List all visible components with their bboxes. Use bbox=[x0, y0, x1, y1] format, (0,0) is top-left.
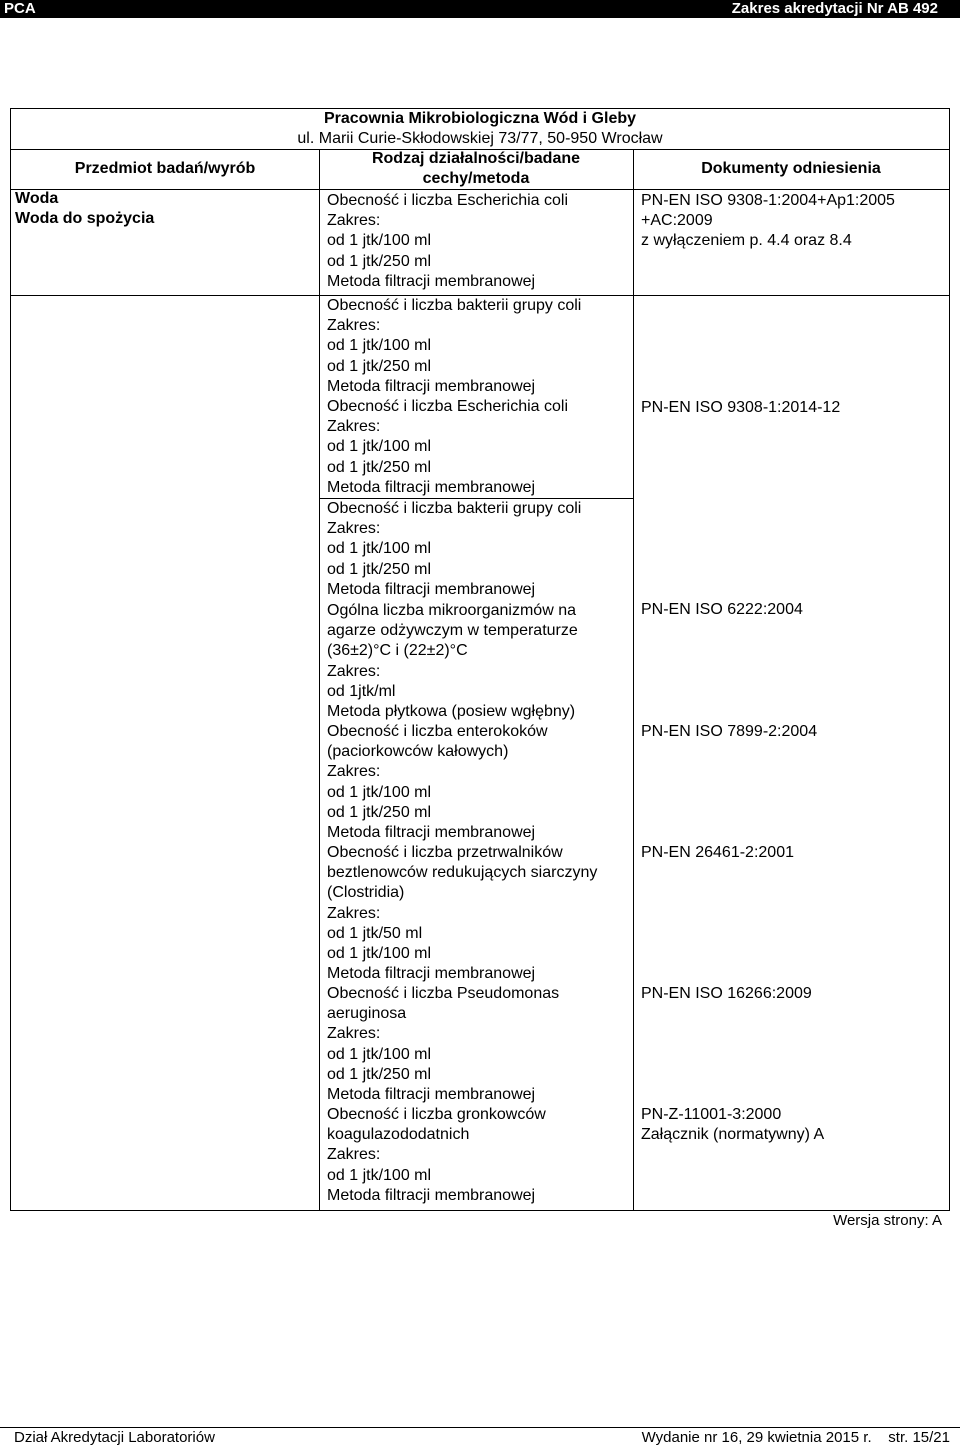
activity-line: od 1 jtk/100 ml bbox=[327, 1045, 432, 1063]
activity-line: aeruginosa bbox=[327, 1005, 407, 1023]
footer-department: Dział Akredytacji Laboratoriów bbox=[14, 1429, 215, 1446]
reference-line: PN-EN ISO 9308-1:2004+Ap1:2005 bbox=[641, 192, 895, 209]
lab-name: Pracownia Mikrobiologiczna Wód i Gleby bbox=[323, 110, 637, 127]
column-header-documents: Dokumenty odniesienia bbox=[701, 160, 881, 177]
top-bar-scope: Zakres akredytacji Nr AB 492 bbox=[731, 0, 938, 17]
reference-line: PN-EN 26461-2:2001 bbox=[641, 844, 794, 861]
activity-line: Zakres: bbox=[327, 1146, 381, 1164]
activity-line: Obecność i liczba gronkowców bbox=[327, 1106, 546, 1123]
activity-line: Zakres: bbox=[327, 212, 381, 230]
accreditation-table bbox=[10, 108, 950, 1211]
reference-document bbox=[641, 722, 941, 742]
reference-line: PN-EN ISO 6222:2004 bbox=[641, 601, 803, 618]
activity-line: od 1jtk/ml bbox=[327, 682, 396, 700]
activity-line: Metoda filtracji membranowej bbox=[327, 272, 536, 290]
activity-line: Zakres: bbox=[327, 662, 381, 680]
activity-line: od 1 jtk/250 ml bbox=[327, 560, 432, 578]
activity-line: od 1 jtk/100 ml bbox=[327, 540, 432, 558]
reference-line: PN-EN ISO 9308-1:2014-12 bbox=[641, 399, 841, 416]
activity-line: Metoda filtracji membranowej bbox=[327, 478, 536, 496]
reference-line: PN-Z-11001-3:2000 bbox=[641, 1106, 782, 1123]
activity-line: od 1 jtk/250 ml bbox=[327, 803, 432, 821]
activity-line: Zakres: bbox=[327, 520, 381, 538]
reference-line: z wyłączeniem p. 4.4 oraz 8.4 bbox=[641, 232, 852, 250]
activity-line: od 1 jtk/250 ml bbox=[327, 458, 432, 476]
activity-line: koagulazododatnich bbox=[327, 1126, 470, 1144]
activity-row bbox=[327, 722, 632, 843]
activity-line: od 1 jtk/100 ml bbox=[327, 337, 432, 355]
activity-line: Obecność i liczba Escherichia coli bbox=[327, 192, 568, 209]
reference-document bbox=[641, 984, 941, 1004]
activity-line: od 1 jtk/100 ml bbox=[327, 232, 432, 250]
reference-document bbox=[641, 191, 941, 252]
activity-line: Obecność i liczba bakterii grupy coli bbox=[327, 297, 582, 314]
activity-line: Zakres: bbox=[327, 317, 381, 335]
tested-object bbox=[15, 189, 154, 229]
activity-line: (Clostridia) bbox=[327, 884, 405, 902]
activity-line: Zakres: bbox=[327, 418, 381, 436]
activity-line: Obecność i liczba Escherichia coli bbox=[327, 398, 568, 415]
activity-line: od 1 jtk/100 ml bbox=[327, 783, 432, 801]
activity-line: od 1 jtk/250 ml bbox=[327, 1065, 432, 1083]
top-bar-org: PCA bbox=[4, 0, 36, 17]
activity-row bbox=[327, 601, 632, 722]
column-header-subject: Przedmiot badań/wyrób bbox=[74, 160, 256, 177]
activity-line: od 1 jtk/100 ml bbox=[327, 438, 432, 456]
activity-line: od 1 jtk/250 ml bbox=[327, 357, 432, 375]
reference-document bbox=[641, 1105, 941, 1145]
activity-line: Metoda filtracji membranowej bbox=[327, 1086, 536, 1104]
activity-line: Obecność i liczba przetrwalników bbox=[327, 844, 563, 861]
activity-line: Zakres: bbox=[327, 763, 381, 781]
activity-line: od 1 jtk/100 ml bbox=[327, 1166, 432, 1184]
activity-line: od 1 jtk/250 ml bbox=[327, 252, 432, 270]
object-sub: Woda do spożycia bbox=[15, 210, 155, 227]
activity-line: Metoda filtracji membranowej bbox=[327, 1186, 536, 1204]
activity-line: Metoda filtracji membranowej bbox=[327, 580, 536, 598]
top-bar bbox=[0, 0, 960, 18]
divider bbox=[319, 149, 320, 1211]
activity-line: (paciorkowców kałowych) bbox=[327, 743, 509, 761]
activity-line: beztlenowców redukujących siarczyny bbox=[327, 864, 598, 882]
activity-line: Zakres: bbox=[327, 904, 381, 922]
reference-document bbox=[641, 398, 941, 418]
activity-line: Metoda filtracji membranowej bbox=[327, 965, 536, 983]
reference-line: +AC:2009 bbox=[641, 212, 713, 230]
activity-line: (36±2)°C i (22±2)°C bbox=[327, 642, 468, 660]
reference-document bbox=[641, 843, 941, 863]
activity-row bbox=[327, 843, 632, 984]
reference-line: PN-EN ISO 7899-2:2004 bbox=[641, 723, 818, 740]
divider bbox=[633, 149, 634, 1211]
activity-line: Obecność i liczba Pseudomonas bbox=[327, 985, 560, 1002]
activity-line: agarze odżywczym w temperaturze bbox=[327, 622, 578, 640]
column-header-activity: Rodzaj działalności/badane cechy/metoda bbox=[371, 150, 581, 187]
activity-row bbox=[327, 397, 632, 498]
activity-row bbox=[327, 1105, 632, 1206]
activity-line: Obecność i liczba bakterii grupy coli bbox=[327, 500, 582, 517]
activity-line: Ogólna liczba mikroorganizmów na bbox=[327, 602, 576, 619]
lab-header bbox=[11, 109, 949, 149]
page-version: Wersja strony: A bbox=[833, 1212, 942, 1229]
activity-row bbox=[327, 499, 632, 600]
footer-edition: Wydanie nr 16, 29 kwietnia 2015 r. str. 15/21 bbox=[641, 1429, 950, 1446]
activity-line: od 1 jtk/50 ml bbox=[327, 924, 423, 942]
reference-line: PN-EN ISO 16266:2009 bbox=[641, 985, 812, 1002]
activity-row bbox=[327, 296, 632, 397]
activity-row bbox=[327, 984, 632, 1105]
activity-line: Metoda filtracji membranowej bbox=[327, 824, 536, 842]
activity-line: od 1 jtk/100 ml bbox=[327, 945, 432, 963]
reference-line: Załącznik (normatywny) A bbox=[641, 1126, 825, 1144]
activity-line: Metoda filtracji membranowej bbox=[327, 377, 536, 395]
reference-document bbox=[641, 600, 941, 620]
activity-line: Zakres: bbox=[327, 1025, 381, 1043]
lab-address: ul. Marii Curie-Skłodowskiej 73/77, 50-950 Wrocław bbox=[297, 130, 663, 147]
activity-line: Obecność i liczba enterokoków bbox=[327, 723, 548, 740]
object-main: Woda bbox=[15, 190, 59, 207]
activity-line: Metoda płytkowa (posiew wgłębny) bbox=[327, 703, 576, 721]
activity-row bbox=[327, 191, 632, 292]
divider bbox=[11, 295, 320, 296]
